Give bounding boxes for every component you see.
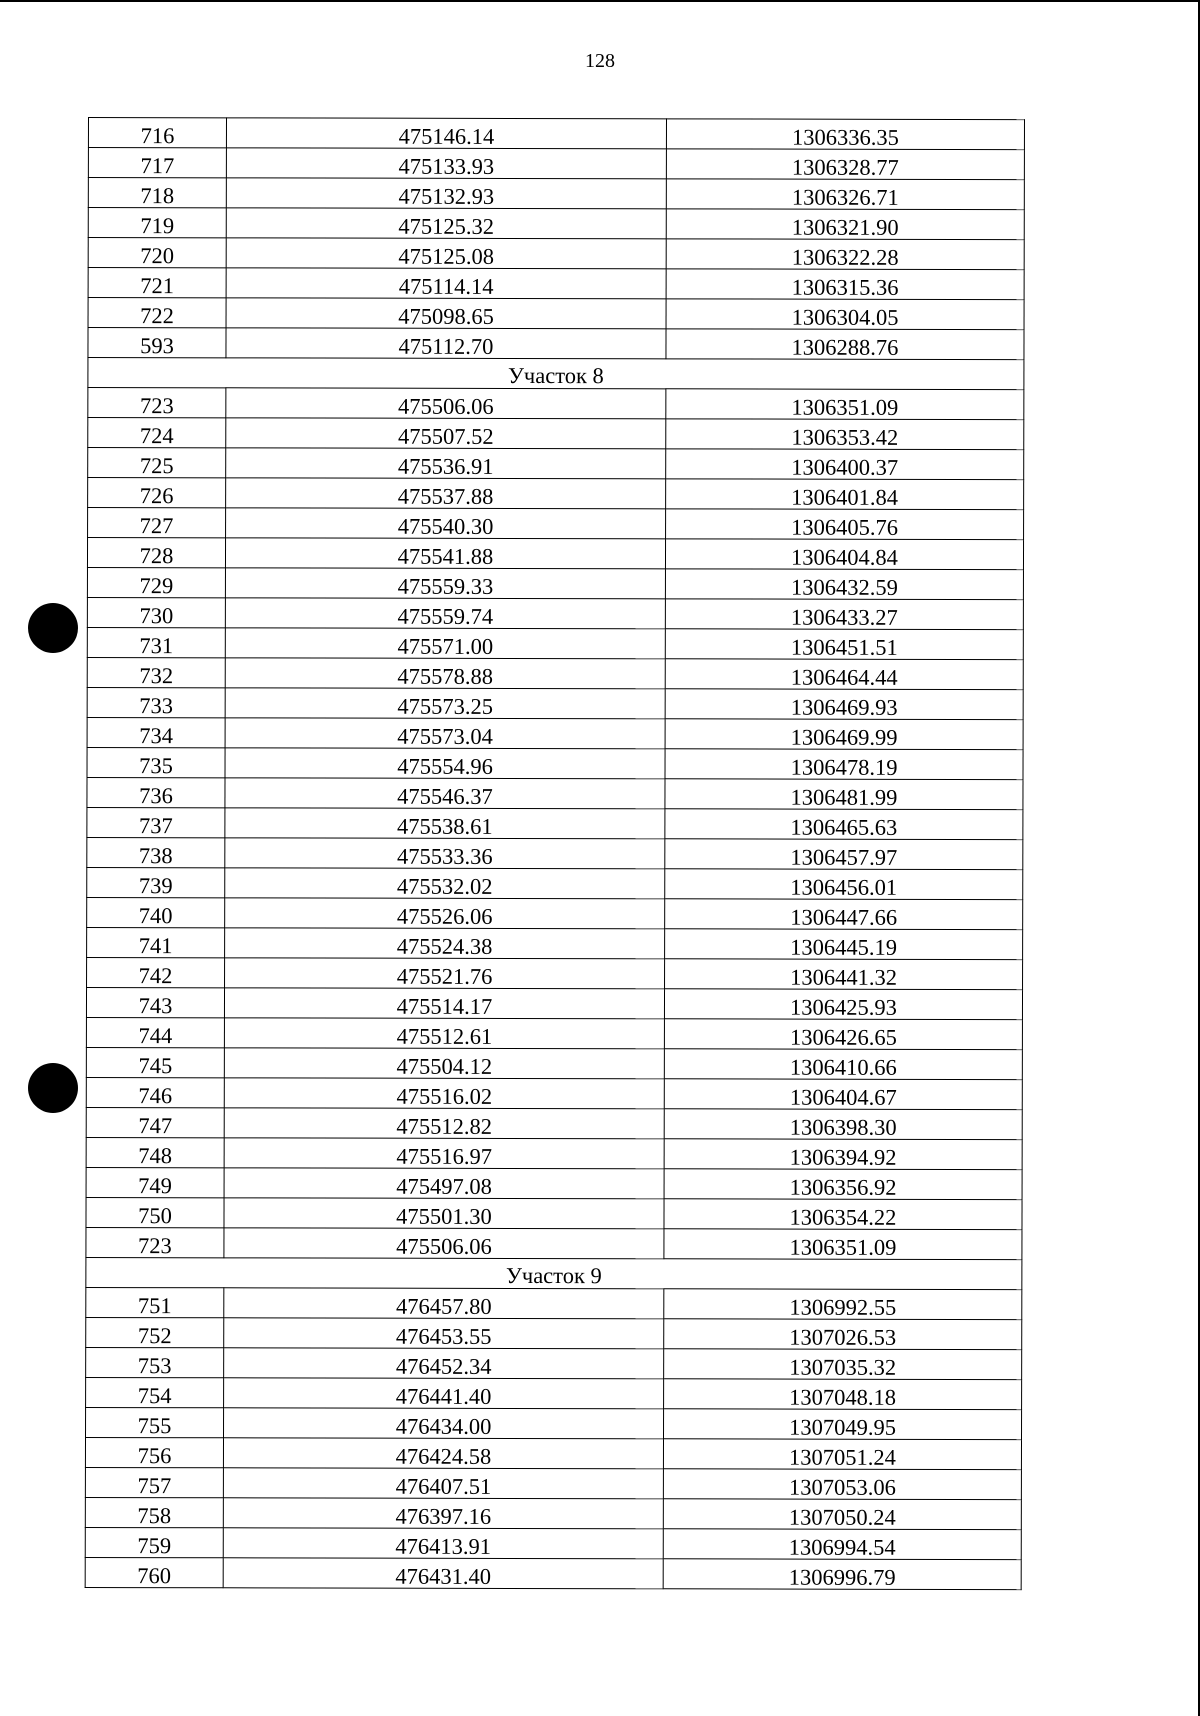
- coordinate-y-cell: 1306469.93: [665, 689, 1023, 720]
- coordinate-x-cell: 476453.55: [224, 1318, 664, 1349]
- table-row: [85, 1497, 1021, 1529]
- coordinate-y-cell: 1307049.95: [664, 1409, 1022, 1440]
- coordinate-x-cell: 475132.93: [226, 178, 666, 209]
- table-row: [86, 1017, 1022, 1049]
- coordinate-y-cell: 1306410.66: [664, 1049, 1022, 1080]
- table-row: [86, 1377, 1022, 1409]
- coordinate-x-cell: 475536.91: [226, 448, 666, 479]
- table-row: [87, 867, 1023, 899]
- table-row: [88, 118, 1024, 150]
- point-number-cell: 735: [87, 747, 225, 777]
- point-number-cell: 747: [86, 1107, 224, 1137]
- coordinate-y-cell: 1306351.09: [664, 1229, 1022, 1260]
- page-number: 128: [585, 50, 615, 72]
- coordinate-y-cell: 1306457.97: [665, 839, 1023, 870]
- coordinate-y-cell: 1306315.36: [666, 269, 1024, 300]
- coordinate-y-cell: 1306478.19: [665, 749, 1023, 780]
- coordinate-x-cell: 475112.70: [226, 328, 666, 359]
- punch-hole-mark: [28, 1063, 78, 1113]
- coordinate-x-cell: 476457.80: [224, 1288, 664, 1319]
- point-number-cell: 759: [85, 1527, 223, 1557]
- table-row: [88, 148, 1024, 180]
- point-number-cell: 754: [86, 1377, 224, 1407]
- table-row: [88, 508, 1024, 540]
- point-number-cell: 746: [86, 1077, 224, 1107]
- point-number-cell: 734: [87, 717, 225, 747]
- coordinate-y-cell: 1306464.44: [665, 659, 1023, 690]
- coordinate-y-cell: 1307048.18: [664, 1379, 1022, 1410]
- coordinate-y-cell: 1306425.93: [664, 989, 1022, 1020]
- table-row: [87, 837, 1023, 869]
- point-number-cell: 731: [87, 627, 225, 657]
- table-row: [87, 897, 1023, 929]
- table-row: [86, 1167, 1022, 1199]
- point-number-cell: 722: [88, 298, 226, 328]
- coordinate-x-cell: 476431.40: [223, 1558, 663, 1589]
- point-number-cell: 739: [87, 867, 225, 897]
- table-row: [86, 1137, 1022, 1169]
- coordinate-y-cell: 1306353.42: [666, 419, 1024, 450]
- coordinate-x-cell: 475533.36: [225, 838, 665, 869]
- point-number-cell: 730: [87, 597, 225, 627]
- section-header-row: [88, 358, 1024, 390]
- coordinate-y-cell: 1306404.84: [665, 539, 1023, 570]
- table-row: [86, 1347, 1022, 1379]
- table-row: [87, 568, 1023, 600]
- coordinate-y-cell: 1306394.92: [664, 1139, 1022, 1170]
- table-row: [87, 717, 1023, 749]
- point-number-cell: 725: [88, 448, 226, 478]
- coordinate-x-cell: 475516.97: [224, 1138, 664, 1169]
- coordinate-x-cell: 475125.08: [226, 238, 666, 269]
- point-number-cell: 728: [87, 538, 225, 568]
- table-row: [88, 388, 1024, 420]
- table-row: [87, 597, 1023, 629]
- table-row: [88, 298, 1024, 330]
- coordinate-x-cell: 475133.93: [226, 148, 666, 179]
- coordinate-x-cell: 475512.82: [224, 1108, 664, 1139]
- coordinate-y-cell: 1306456.01: [665, 869, 1023, 900]
- point-number-cell: 741: [87, 927, 225, 957]
- coordinate-y-cell: 1306404.67: [664, 1079, 1022, 1110]
- table-row: [87, 627, 1023, 659]
- coordinates-table: [85, 117, 1025, 1590]
- coordinate-y-cell: 1307050.24: [663, 1499, 1021, 1530]
- coordinate-x-cell: 475514.17: [224, 988, 664, 1019]
- coordinate-x-cell: 475554.96: [225, 748, 665, 779]
- table-row: [86, 1047, 1022, 1079]
- point-number-cell: 593: [88, 328, 226, 358]
- coordinate-y-cell: 1306321.90: [666, 209, 1024, 240]
- table-row: [87, 957, 1023, 989]
- coordinate-y-cell: 1306328.77: [666, 149, 1024, 180]
- point-number-cell: 719: [88, 208, 226, 238]
- coordinate-x-cell: 475559.33: [225, 568, 665, 599]
- table-row: [86, 1317, 1022, 1349]
- coordinate-x-cell: 475506.06: [224, 1228, 664, 1259]
- coordinate-x-cell: 475507.52: [226, 418, 666, 449]
- coordinate-y-cell: 1306445.19: [665, 929, 1023, 960]
- table-row: [86, 1197, 1022, 1229]
- table-row: [88, 448, 1024, 480]
- point-number-cell: 750: [86, 1197, 224, 1227]
- table-row: [85, 1527, 1021, 1559]
- point-number-cell: 752: [86, 1317, 224, 1347]
- section-header-row: [86, 1257, 1022, 1289]
- coordinate-y-cell: 1306426.65: [664, 1019, 1022, 1050]
- coordinate-y-cell: 1306432.59: [665, 569, 1023, 600]
- table-row: [88, 328, 1024, 360]
- coordinate-x-cell: 475538.61: [225, 808, 665, 839]
- table-row: [88, 178, 1024, 210]
- coordinates-table-wrapper: [85, 117, 1024, 1590]
- table-row: [86, 987, 1022, 1019]
- point-number-cell: 740: [87, 897, 225, 927]
- coordinate-y-cell: 1306465.63: [665, 809, 1023, 840]
- coordinate-x-cell: 475540.30: [226, 508, 666, 539]
- point-number-cell: 760: [85, 1557, 223, 1587]
- coordinate-x-cell: 476441.40: [224, 1378, 664, 1409]
- coordinate-y-cell: 1306992.55: [664, 1289, 1022, 1320]
- coordinate-x-cell: 475571.00: [225, 628, 665, 659]
- coordinate-x-cell: 475559.74: [225, 598, 665, 629]
- coordinate-y-cell: 1306356.92: [664, 1169, 1022, 1200]
- point-number-cell: 753: [86, 1347, 224, 1377]
- table-row: [88, 478, 1024, 510]
- coordinate-y-cell: 1306398.30: [664, 1109, 1022, 1140]
- point-number-cell: 723: [86, 1227, 224, 1257]
- coordinate-x-cell: 475524.38: [225, 928, 665, 959]
- table-row: [87, 777, 1023, 809]
- coordinate-x-cell: 476452.34: [224, 1348, 664, 1379]
- point-number-cell: 718: [88, 178, 226, 208]
- table-row: [87, 657, 1023, 689]
- coordinate-y-cell: 1306304.05: [666, 299, 1024, 330]
- coordinate-x-cell: 475521.76: [225, 958, 665, 989]
- table-row: [88, 268, 1024, 300]
- coordinate-y-cell: 1306447.66: [665, 899, 1023, 930]
- coordinate-x-cell: 475497.08: [224, 1168, 664, 1199]
- coordinate-x-cell: 476434.00: [224, 1408, 664, 1439]
- point-number-cell: 716: [88, 118, 226, 148]
- table-row: [85, 1467, 1021, 1499]
- coordinate-y-cell: 1306351.09: [666, 389, 1024, 420]
- coordinate-x-cell: 475506.06: [226, 388, 666, 419]
- coordinate-y-cell: 1306288.76: [666, 329, 1024, 360]
- point-number-cell: 749: [86, 1167, 224, 1197]
- coordinate-y-cell: 1306401.84: [666, 479, 1024, 510]
- coordinate-y-cell: 1307035.32: [664, 1349, 1022, 1380]
- point-number-cell: 723: [88, 388, 226, 418]
- point-number-cell: 756: [85, 1437, 223, 1467]
- coordinate-y-cell: 1306451.51: [665, 629, 1023, 660]
- coordinate-x-cell: 475504.12: [224, 1048, 664, 1079]
- point-number-cell: 721: [88, 268, 226, 298]
- coordinate-y-cell: 1306405.76: [666, 509, 1024, 540]
- coordinate-y-cell: 1306354.22: [664, 1199, 1022, 1230]
- point-number-cell: 732: [87, 657, 225, 687]
- table-row: [87, 747, 1023, 779]
- coordinate-x-cell: 476397.16: [223, 1498, 663, 1529]
- coordinate-x-cell: 475573.25: [225, 688, 665, 719]
- point-number-cell: 743: [86, 987, 224, 1017]
- table-row: [87, 538, 1023, 570]
- table-row: [86, 1287, 1022, 1319]
- point-number-cell: 742: [87, 957, 225, 987]
- punch-hole-mark: [28, 603, 78, 653]
- coordinate-y-cell: 1306400.37: [666, 449, 1024, 480]
- coordinates-table-body: [85, 118, 1024, 1590]
- point-number-cell: 748: [86, 1137, 224, 1167]
- table-row: [86, 1077, 1022, 1109]
- point-number-cell: 744: [86, 1017, 224, 1047]
- point-number-cell: 757: [85, 1467, 223, 1497]
- table-row: [88, 238, 1024, 270]
- table-row: [88, 418, 1024, 450]
- point-number-cell: 758: [85, 1497, 223, 1527]
- table-row: [85, 1437, 1021, 1469]
- coordinate-y-cell: 1307051.24: [663, 1439, 1021, 1470]
- coordinate-x-cell: 475114.14: [226, 268, 666, 299]
- point-number-cell: 733: [87, 687, 225, 717]
- coordinate-y-cell: 1306326.71: [666, 179, 1024, 210]
- coordinate-y-cell: 1306481.99: [665, 779, 1023, 810]
- coordinate-x-cell: 476413.91: [223, 1528, 663, 1559]
- table-row: [88, 208, 1024, 240]
- coordinate-x-cell: 476424.58: [223, 1438, 663, 1469]
- coordinate-x-cell: 475516.02: [224, 1078, 664, 1109]
- table-row: [87, 687, 1023, 719]
- coordinate-x-cell: 475512.61: [224, 1018, 664, 1049]
- point-number-cell: 717: [88, 148, 226, 178]
- coordinate-y-cell: 1306469.99: [665, 719, 1023, 750]
- point-number-cell: 751: [86, 1287, 224, 1317]
- coordinate-x-cell: 475541.88: [225, 538, 665, 569]
- coordinate-y-cell: 1306336.35: [666, 119, 1024, 150]
- table-row: [85, 1557, 1021, 1589]
- coordinate-x-cell: 475125.32: [226, 208, 666, 239]
- point-number-cell: 745: [86, 1047, 224, 1077]
- coordinate-x-cell: 475501.30: [224, 1198, 664, 1229]
- point-number-cell: 737: [87, 807, 225, 837]
- point-number-cell: 736: [87, 777, 225, 807]
- point-number-cell: 720: [88, 238, 226, 268]
- coordinate-y-cell: 1306433.27: [665, 599, 1023, 630]
- coordinate-x-cell: 475098.65: [226, 298, 666, 329]
- coordinate-x-cell: 475573.04: [225, 718, 665, 749]
- table-row: [87, 807, 1023, 839]
- coordinate-x-cell: 475532.02: [225, 868, 665, 899]
- coordinate-y-cell: 1306994.54: [663, 1529, 1021, 1560]
- coordinate-y-cell: 1307026.53: [664, 1319, 1022, 1350]
- point-number-cell: 738: [87, 837, 225, 867]
- coordinate-x-cell: 475526.06: [225, 898, 665, 929]
- point-number-cell: 729: [87, 568, 225, 598]
- point-number-cell: 726: [88, 478, 226, 508]
- coordinate-x-cell: 475578.88: [225, 658, 665, 689]
- coordinate-y-cell: 1306996.79: [663, 1559, 1021, 1590]
- coordinate-x-cell: 475546.37: [225, 778, 665, 809]
- coordinate-y-cell: 1306441.32: [665, 959, 1023, 990]
- point-number-cell: 724: [88, 418, 226, 448]
- table-row: [86, 1107, 1022, 1139]
- section-title: Участок 9: [86, 1257, 1022, 1289]
- table-row: [87, 927, 1023, 959]
- coordinate-y-cell: 1306322.28: [666, 239, 1024, 270]
- point-number-cell: 727: [88, 508, 226, 538]
- coordinate-y-cell: 1307053.06: [663, 1469, 1021, 1500]
- coordinate-x-cell: 475146.14: [226, 118, 666, 149]
- table-row: [86, 1227, 1022, 1259]
- section-title: Участок 8: [88, 358, 1024, 390]
- point-number-cell: 755: [86, 1407, 224, 1437]
- coordinate-x-cell: 475537.88: [226, 478, 666, 509]
- coordinate-x-cell: 476407.51: [223, 1468, 663, 1499]
- table-row: [86, 1407, 1022, 1439]
